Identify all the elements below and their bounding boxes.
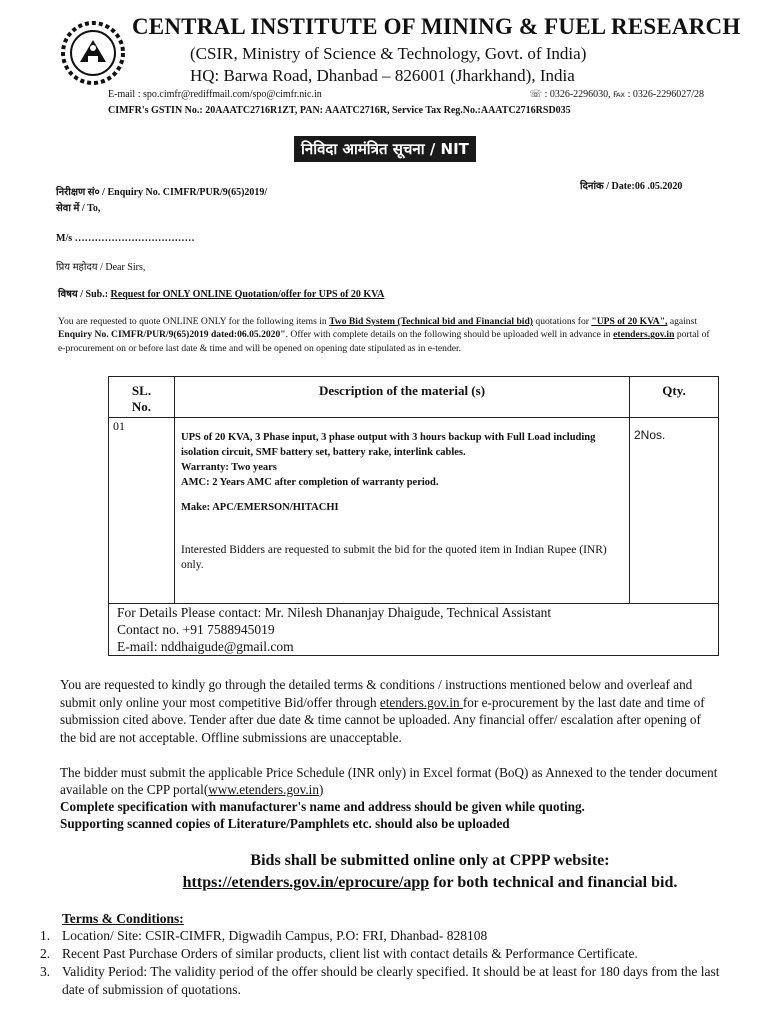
term-number: 3. <box>40 964 51 979</box>
addressee-line: M/s ……………………………… <box>56 233 195 244</box>
enquiry-ref-text: Enquiry No. CIMFR/PUR/9(65)2019 dated:06.05.2020" <box>58 329 286 341</box>
phone-fax-text: ☏ : 0326-2296030, ℻ : 0326-2296027/28 <box>529 89 704 100</box>
intro-text-5: against <box>667 316 697 327</box>
nit-banner: निविदा आमंत्रित सूचना / NIT <box>294 136 476 162</box>
contact-cell <box>109 604 719 656</box>
to-line: सेवा में / To, <box>56 203 101 214</box>
document-date: दिनांक / Date:06 .05.2020 <box>580 181 683 192</box>
eprocure-link[interactable]: https://etenders.gov.in/eprocure/app <box>182 874 430 891</box>
sl-header-1: SL. <box>131 383 152 398</box>
literature-note: Supporting scanned copies of Literature/Pamphlets etc. should also be uploaded <box>60 816 510 831</box>
enquiry-number: निरीक्षण सं० / Enquiry No. CIMFR/PUR/9(65)2019/ <box>56 187 268 198</box>
institute-logo-icon <box>58 18 128 88</box>
terms-list <box>40 927 720 999</box>
subject-prefix: विषय / Sub.: <box>58 289 109 300</box>
instructions-text-b: for e-procurement by the last date and time of submission cited above. Tender after due date & time cannot be uploaded. Any financial offer/ escalation after opening of the bid are not acceptable. Offline submissions are unacceptable. <box>60 694 705 745</box>
term-number: 2. <box>40 946 51 961</box>
bids-rest: for both technical and financial bid. <box>429 874 678 891</box>
etenders-link-2[interactable]: etenders.gov.in <box>379 694 463 710</box>
subject-line <box>58 286 384 300</box>
instructions-paragraph <box>60 676 720 746</box>
list-item <box>40 963 720 999</box>
items-table <box>108 376 719 656</box>
boq-paragraph <box>60 764 720 832</box>
description-cell <box>175 418 630 604</box>
specification-note: Complete specification with manufacturer's name and address should be given while quoting. <box>60 799 585 814</box>
subject-text: Request for ONLY ONLINE Quotation/offer for UPS of 20 KVA <box>110 289 385 300</box>
intro-text-9: portal of e-procurement on or before last date & time and will be opened on opening date stipulated as in e-tender. <box>58 329 710 354</box>
etenders-link[interactable]: etenders.gov.in <box>613 329 675 341</box>
amc-text: AMC: 2 Years AMC after completion of warranty period. <box>181 477 439 488</box>
table-row <box>109 418 719 604</box>
item-name-text: "UPS of 20 KVA", <box>591 316 668 327</box>
gstin-line: CIMFR's GSTIN No.: 20AAATC2716R1ZT, PAN: AAATC2716R, Service Tax Reg.No.:AAATC2716RSD035 <box>108 105 571 116</box>
contact-phone: Contact no. +91 7588945019 <box>117 622 275 637</box>
address-line: HQ: Barwa Road, Dhanbad – 826001 (Jharkhand), India <box>190 66 575 85</box>
intro-text-7: . Offer with complete details on the following should be uploaded well in advance in <box>285 329 614 341</box>
salutation: प्रिय महोदय / Dear Sirs, <box>56 262 146 273</box>
description-header: Description of the material (s) <box>175 377 630 418</box>
bids-notice <box>150 850 710 894</box>
term-number: 1. <box>40 928 51 943</box>
qty-cell: 2Nos. <box>630 418 719 604</box>
instructions-text-a: You are requested to kindly go through the detailed terms & conditions / instructions mentioned below and overleaf and submit only online your most competitive Bid/offer through <box>60 677 693 710</box>
inr-note-text: Interested Bidders are requested to submit the bid for the quoted item in Indian Rupee (INR) only. <box>181 544 607 571</box>
contact-email: E-mail: nddhaigude@gmail.com <box>117 639 294 654</box>
contact-person: For Details Please contact: Mr. Nilesh Dhananjay Dhaigude, Technical Assistant <box>117 605 552 620</box>
intro-paragraph <box>58 315 718 355</box>
list-item <box>40 945 720 963</box>
ministry-line: (CSIR, Ministry of Science & Technology, Govt. of India) <box>190 44 587 63</box>
table-header-row <box>109 377 719 418</box>
bids-line-1: Bids shall be submitted online only at CPPP website: <box>250 852 610 869</box>
make-text: Make: APC/EMERSON/HITACHI <box>181 502 339 513</box>
term-text: Recent Past Purchase Orders of similar products, client list with contact details & Performance Certificate. <box>62 946 638 961</box>
spec-text: UPS of 20 KVA, 3 Phase input, 3 phase output with 3 hours backup with Full Load including isolation circuit, SMF battery set, battery rake, interlink cables. <box>181 432 596 458</box>
bid-system-text: Two Bid System (Technical bid and Financial bid) <box>329 316 534 327</box>
qty-header: Qty. <box>630 377 719 418</box>
sl-header-2: No. <box>131 399 152 414</box>
terms-heading: Terms & Conditions: <box>62 911 184 926</box>
cpp-portal-link[interactable]: www.etenders.gov.in <box>208 782 319 797</box>
institute-name: CENTRAL INSTITUTE OF MINING & FUEL RESEARCH <box>132 14 741 39</box>
term-text: Validity Period: The validity period of the offer should be clearly specified. It should be at least for 180 days from the last date of submission of quotations. <box>62 964 720 997</box>
sl-no-header <box>109 377 175 418</box>
boq-text-a: The bidder must submit the applicable Price Schedule (INR only) in Excel format (BoQ) as Annexed to the tender document available on the CPP portal( <box>60 765 718 797</box>
term-text: Location/ Site: CSIR-CIMFR, Digwadih Campus, P.O: FRI, Dhanbad- 828108 <box>62 928 488 943</box>
warranty-text: Warranty: Two years <box>181 462 277 473</box>
email-text: E-mail : spo.cimfr@rediffmail.com/spo@cimfr.nic.in <box>108 89 322 100</box>
contact-row <box>109 604 719 656</box>
contact-row <box>108 89 704 100</box>
intro-text-1: You are requested to quote ONLINE ONLY for the following items in <box>58 316 330 327</box>
boq-text-b: ) <box>318 782 324 797</box>
intro-text-3: quotations for <box>533 316 592 327</box>
sl-number-cell: 01 <box>109 418 175 604</box>
list-item <box>40 927 720 945</box>
